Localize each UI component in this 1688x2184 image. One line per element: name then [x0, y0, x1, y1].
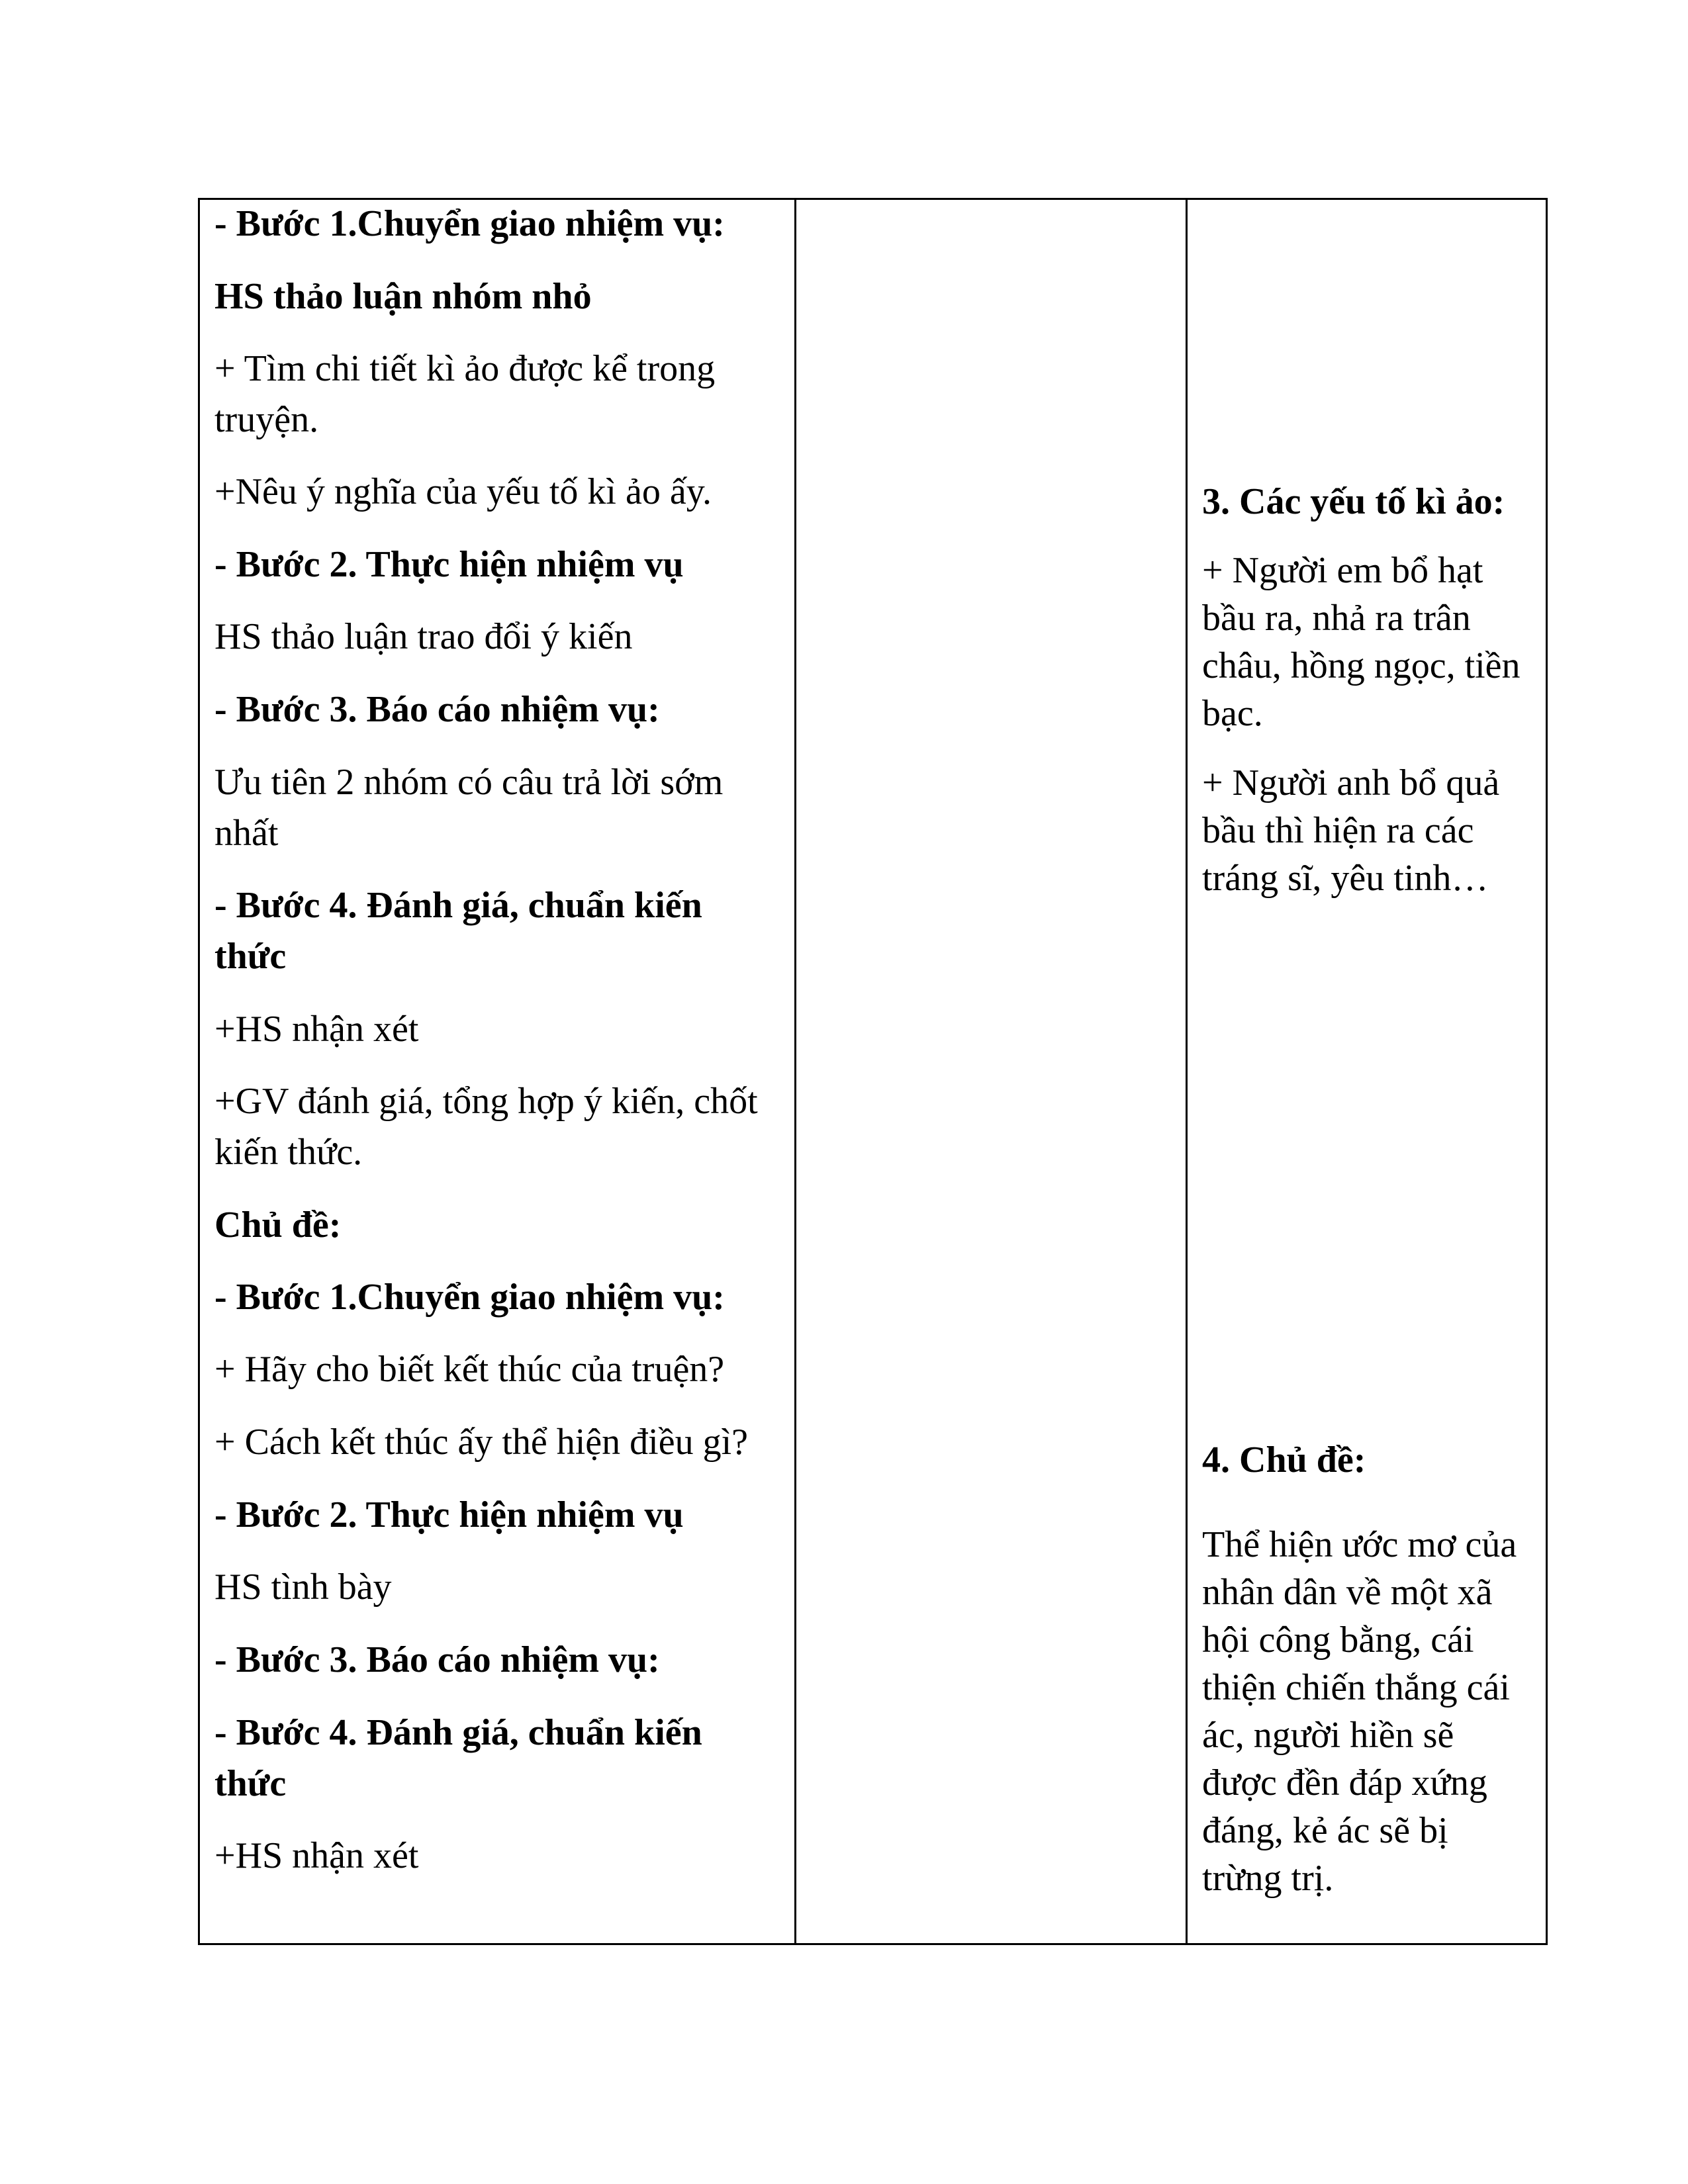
- activity-line: thức: [214, 1763, 287, 1804]
- content-line: nhân dân về một xã: [1202, 1572, 1493, 1613]
- content-line: + Người em bổ hạt: [1202, 550, 1483, 591]
- activity-line: +Nêu ý nghĩa của yếu tố kì ảo ấy.: [214, 471, 712, 512]
- activity-line: truyện.: [214, 399, 319, 440]
- activity-line: - Bước 4. Đánh giá, chuẩn kiến: [214, 885, 702, 926]
- activity-line: - Bước 3. Báo cáo nhiệm vụ:: [214, 689, 660, 730]
- content-line: được đền đáp xứng: [1202, 1762, 1487, 1803]
- activity-line: nhất: [214, 813, 279, 854]
- activity-line: - Bước 3. Báo cáo nhiệm vụ:: [214, 1639, 660, 1680]
- lesson-table: [198, 198, 1548, 1945]
- activity-line: + Hãy cho biết kết thúc của truện?: [214, 1349, 725, 1390]
- activity-line: + Tìm chi tiết kì ảo được kể trong: [214, 348, 716, 389]
- content-line: 4. Chủ đề:: [1202, 1439, 1366, 1480]
- activity-line: - Bước 2. Thực hiện nhiệm vụ: [214, 1494, 684, 1535]
- activity-line: + Cách kết thúc ấy thể hiện điều gì?: [214, 1422, 748, 1463]
- activity-line: +HS nhận xét: [214, 1835, 419, 1876]
- activity-line: +GV đánh giá, tổng hợp ý kiến, chốt: [214, 1081, 758, 1122]
- activity-line: HS tình bày: [214, 1567, 392, 1608]
- content-line: hội công bằng, cái: [1202, 1619, 1474, 1661]
- content-line: tráng sĩ, yêu tinh…: [1202, 858, 1489, 899]
- activity-line: - Bước 4. Đánh giá, chuẩn kiến: [214, 1712, 702, 1753]
- content-line: + Người anh bổ quả: [1202, 762, 1500, 803]
- content-line: châu, hồng ngọc, tiền: [1202, 645, 1521, 686]
- content-line: đáng, kẻ ác sẽ bị: [1202, 1810, 1448, 1851]
- activity-line: - Bước 1.Chuyển giao nhiệm vụ:: [214, 1277, 725, 1318]
- content-line: bạc.: [1202, 693, 1263, 734]
- empty-middle-cell: [796, 199, 1187, 1944]
- content-line: ác, người hiền sẽ: [1202, 1715, 1454, 1756]
- activity-line: kiến thức.: [214, 1132, 363, 1173]
- middle-content: [796, 200, 1186, 1943]
- content-line: Thể hiện ước mơ của: [1202, 1524, 1517, 1565]
- activities-cell: [199, 199, 796, 1944]
- table-row: [199, 199, 1547, 1944]
- activities-content: [200, 200, 794, 1943]
- activity-line: - Bước 2. Thực hiện nhiệm vụ: [214, 544, 684, 585]
- content-line: thiện chiến thắng cái: [1202, 1667, 1510, 1708]
- activity-line: HS thảo luận trao đổi ý kiến: [214, 616, 633, 657]
- activity-line: Chủ đề:: [214, 1205, 342, 1246]
- activity-line: Ưu tiên 2 nhóm có câu trả lời sớm: [214, 762, 724, 803]
- content-line: trừng trị.: [1202, 1858, 1334, 1899]
- content-column: [1188, 200, 1546, 1943]
- activity-line: - Bước 1.Chuyển giao nhiệm vụ:: [214, 203, 725, 244]
- content-line: bầu ra, nhả ra trân: [1202, 598, 1471, 639]
- activity-line: +HS nhận xét: [214, 1009, 419, 1050]
- activity-line: thức: [214, 936, 287, 977]
- content-line: bầu thì hiện ra các: [1202, 810, 1474, 851]
- content-cell: [1187, 199, 1547, 1944]
- content-line: 3. Các yếu tố kì ảo:: [1202, 481, 1505, 522]
- activity-line: HS thảo luận nhóm nhỏ: [214, 276, 592, 317]
